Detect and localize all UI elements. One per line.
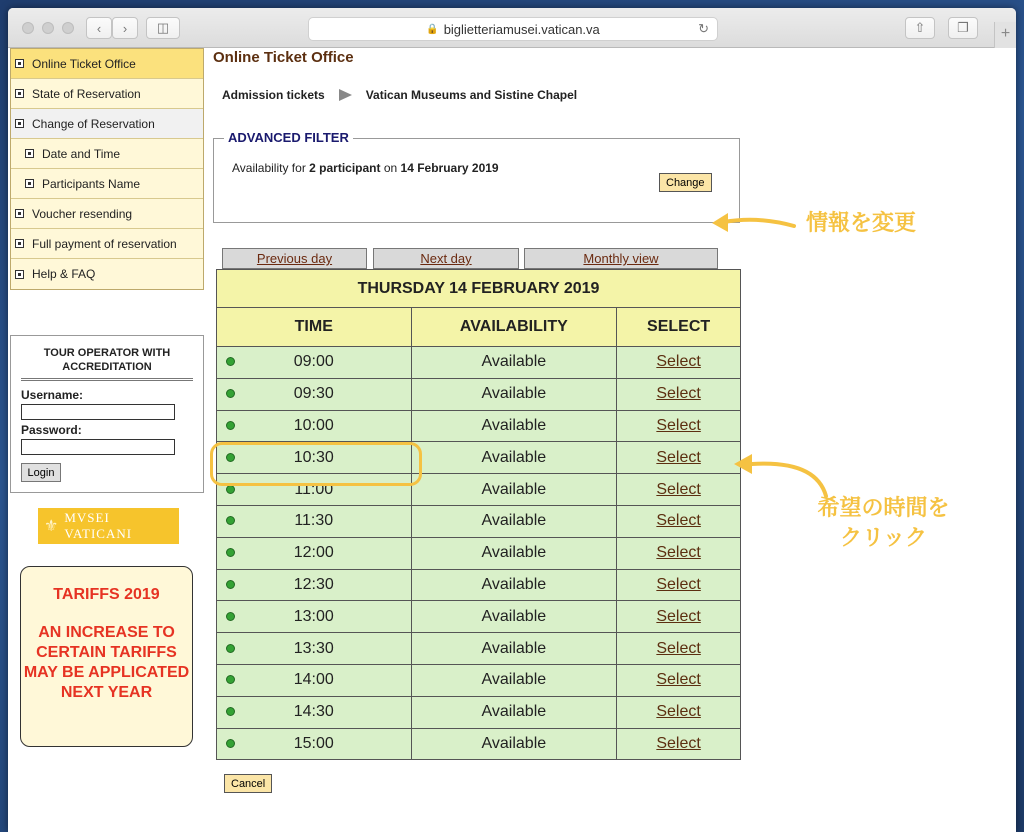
select-link[interactable]: Select: [656, 671, 701, 689]
monthly-view-button[interactable]: Monthly view: [524, 248, 718, 269]
select-cell: [617, 442, 741, 474]
sidebar-item-change-of-reservation[interactable]: [11, 109, 203, 139]
filter-legend: ADVANCED FILTER: [224, 130, 353, 145]
time-cell: [217, 505, 412, 537]
minimize-window-icon[interactable]: [42, 22, 54, 34]
availability-cell: Available: [411, 474, 617, 506]
table-row: [217, 569, 741, 601]
column-header-availability: AVAILABILITY: [411, 308, 617, 347]
sidebar-item-label: Voucher resending: [32, 206, 133, 221]
tariffs-title: TARIFFS 2019: [53, 586, 160, 603]
next-day-button[interactable]: Next day: [373, 248, 519, 269]
arrow-left-icon: [708, 208, 798, 238]
time-cell: [217, 601, 412, 633]
breadcrumb-item[interactable]: Admission tickets: [222, 88, 325, 102]
availability-dot-icon: [226, 707, 235, 716]
username-label: Username:: [21, 388, 84, 402]
availability-dot-icon: [226, 644, 235, 653]
close-window-icon[interactable]: [22, 22, 34, 34]
availability-cell: Available: [411, 410, 617, 442]
sidebar-item-label: State of Reservation: [32, 86, 141, 101]
time-value: 15:00: [293, 734, 334, 752]
bullet-icon: [15, 89, 24, 98]
filter-summary: [232, 161, 499, 175]
sidebar-item-date-and-time[interactable]: [11, 139, 203, 169]
tour-operator-login: [10, 335, 204, 493]
time-value: 11:30: [294, 512, 334, 530]
page-content: [8, 48, 1016, 832]
availability-cell: Available: [411, 569, 617, 601]
url-text: biglietteriamusei.vatican.va: [443, 21, 600, 37]
bullet-icon: [15, 119, 24, 128]
time-cell: [217, 537, 412, 569]
column-header-select: SELECT: [617, 308, 741, 347]
time-slot-table: [216, 269, 741, 760]
sidebar-item-full-payment[interactable]: [11, 229, 203, 259]
time-value: 10:00: [293, 416, 334, 434]
filter-participants: 2 participant: [309, 161, 381, 175]
bullet-icon: [15, 239, 24, 248]
bullet-icon: [15, 59, 24, 68]
select-link[interactable]: Select: [656, 512, 701, 530]
sidebar-item-label: Full payment of reservation: [32, 236, 177, 251]
select-cell: [617, 664, 741, 696]
time-value: 11:00: [294, 480, 334, 498]
availability-cell: Available: [411, 537, 617, 569]
time-value: 12:00: [293, 544, 334, 562]
breadcrumb-item: Vatican Museums and Sistine Chapel: [365, 88, 578, 102]
previous-day-button[interactable]: Previous day: [222, 248, 367, 269]
time-cell: [217, 696, 412, 728]
cancel-button[interactable]: Cancel: [224, 774, 272, 793]
sidebar-item-participants-name[interactable]: [11, 169, 203, 199]
filter-date: 14 February 2019: [400, 161, 499, 175]
sidebar-menu: [10, 48, 204, 290]
availability-cell: Available: [411, 664, 617, 696]
select-link[interactable]: Select: [656, 703, 701, 721]
availability-cell: Available: [411, 505, 617, 537]
sidebar-item-label: Date and Time: [42, 146, 121, 161]
select-cell: [617, 378, 741, 410]
password-input[interactable]: [21, 439, 175, 455]
papal-keys-icon: ⚜: [44, 518, 60, 535]
browser-window: [8, 8, 1016, 832]
time-value: 09:00: [293, 353, 334, 371]
bullet-icon: [25, 149, 34, 158]
select-cell: [617, 601, 741, 633]
availability-cell: Available: [411, 347, 617, 379]
annotation-line: 希望の時間を: [817, 495, 950, 520]
table-row: [217, 696, 741, 728]
select-link[interactable]: Select: [656, 734, 701, 752]
select-link[interactable]: Select: [656, 353, 701, 371]
select-cell: [617, 728, 741, 760]
browser-titlebar: [8, 8, 1016, 48]
musei-vaticani-logo[interactable]: [38, 508, 179, 544]
zoom-window-icon[interactable]: [62, 22, 74, 34]
time-value: 09:30: [293, 385, 334, 403]
annotation-change-info: 情報を変更: [806, 210, 917, 235]
select-cell: [617, 347, 741, 379]
time-cell: [217, 728, 412, 760]
select-link[interactable]: Select: [656, 416, 701, 434]
availability-dot-icon: [226, 580, 235, 589]
time-value: 14:30: [293, 703, 334, 721]
change-button[interactable]: Change: [659, 173, 712, 192]
time-value: 10:30: [293, 448, 334, 466]
availability-cell: Available: [411, 633, 617, 665]
select-cell: [617, 410, 741, 442]
time-cell: [217, 633, 412, 665]
availability-dot-icon: [226, 389, 235, 398]
table-row: [217, 505, 741, 537]
filter-text-mid: on: [380, 161, 401, 175]
tariffs-notice: [20, 566, 193, 747]
filter-text-prefix: Availability for: [232, 161, 310, 175]
availability-dot-icon: [226, 516, 235, 525]
select-cell: [617, 474, 741, 506]
bullet-icon: [15, 209, 24, 218]
sidebar-item-online-ticket-office[interactable]: [11, 49, 203, 79]
availability-dot-icon: [226, 357, 235, 366]
page-title: Online Ticket Office: [213, 49, 354, 66]
availability-cell: Available: [411, 442, 617, 474]
logo-text: MVSEI VATICANI: [64, 510, 133, 541]
table-row: [217, 347, 741, 379]
time-value: 12:30: [293, 575, 334, 593]
select-link[interactable]: Select: [656, 448, 701, 466]
select-cell: [617, 569, 741, 601]
lock-icon: 🔒: [426, 23, 439, 35]
table-row: [217, 601, 741, 633]
select-link[interactable]: Select: [656, 575, 701, 593]
select-link[interactable]: Select: [656, 385, 701, 403]
sidebar-item-label: Help & FAQ: [32, 267, 96, 281]
select-cell: [617, 633, 741, 665]
annotation-line: クリック: [839, 525, 928, 550]
login-title: TOUR OPERATOR WITH ACCREDITATION: [21, 346, 193, 381]
select-link[interactable]: Select: [656, 544, 701, 562]
select-cell: [617, 537, 741, 569]
sidebar-item-help-faq[interactable]: [11, 259, 203, 289]
sidebar-item-voucher-resending[interactable]: [11, 199, 203, 229]
time-value: 13:30: [293, 639, 334, 657]
select-cell: [617, 505, 741, 537]
table-row: [217, 378, 741, 410]
availability-dot-icon: [226, 421, 235, 430]
sidebar-toggle-icon[interactable]: ◫: [146, 17, 180, 39]
sidebar-item-label: Change of Reservation: [32, 116, 155, 131]
time-value: 13:00: [293, 607, 334, 625]
availability-cell: Available: [411, 696, 617, 728]
tabs-overview-icon[interactable]: ❐: [948, 17, 978, 39]
table-row: [217, 410, 741, 442]
bullet-icon: [25, 179, 34, 188]
select-cell: [617, 696, 741, 728]
time-cell: [217, 664, 412, 696]
availability-cell: Available: [411, 378, 617, 410]
highlight-box: [210, 442, 422, 486]
advanced-filter: [213, 130, 740, 223]
day-title: THURSDAY 14 FEBRUARY 2019: [217, 270, 741, 308]
availability-dot-icon: [226, 739, 235, 748]
table-row: [217, 537, 741, 569]
address-bar[interactable]: [308, 17, 718, 41]
table-row: [217, 633, 741, 665]
availability-dot-icon: [226, 612, 235, 621]
select-link[interactable]: Select: [656, 607, 701, 625]
username-input[interactable]: [21, 404, 175, 420]
select-link[interactable]: Select: [656, 480, 701, 498]
sidebar-item-label: Participants Name: [42, 176, 141, 191]
table-row: [217, 728, 741, 760]
time-cell: [217, 347, 412, 379]
reload-icon[interactable]: ↻: [698, 21, 709, 36]
arrow-right-icon: [339, 89, 352, 101]
column-header-time: TIME: [217, 308, 412, 347]
time-cell: [217, 378, 412, 410]
availability-cell: Available: [411, 601, 617, 633]
new-tab-icon[interactable]: +: [994, 22, 1016, 48]
tariffs-body: AN INCREASE TO CERTAIN TARIFFS MAY BE APPLICATED NEXT YEAR: [23, 624, 190, 701]
availability-dot-icon: [226, 548, 235, 557]
select-link[interactable]: Select: [656, 639, 701, 657]
sidebar-item-state-of-reservation[interactable]: [11, 79, 203, 109]
password-label: Password:: [21, 423, 82, 437]
bullet-icon: [15, 270, 24, 279]
sidebar-item-label: Online Ticket Office: [32, 56, 136, 71]
time-cell: [217, 410, 412, 442]
share-icon[interactable]: ⇧: [905, 17, 935, 39]
availability-cell: Available: [411, 728, 617, 760]
forward-icon[interactable]: ›: [112, 17, 138, 39]
login-button[interactable]: Login: [21, 463, 61, 482]
breadcrumb: [222, 88, 577, 102]
time-cell: [217, 569, 412, 601]
table-row: [217, 664, 741, 696]
availability-dot-icon: [226, 675, 235, 684]
time-value: 14:00: [293, 671, 334, 689]
back-icon[interactable]: ‹: [86, 17, 112, 39]
annotation-click-time: [796, 493, 971, 553]
